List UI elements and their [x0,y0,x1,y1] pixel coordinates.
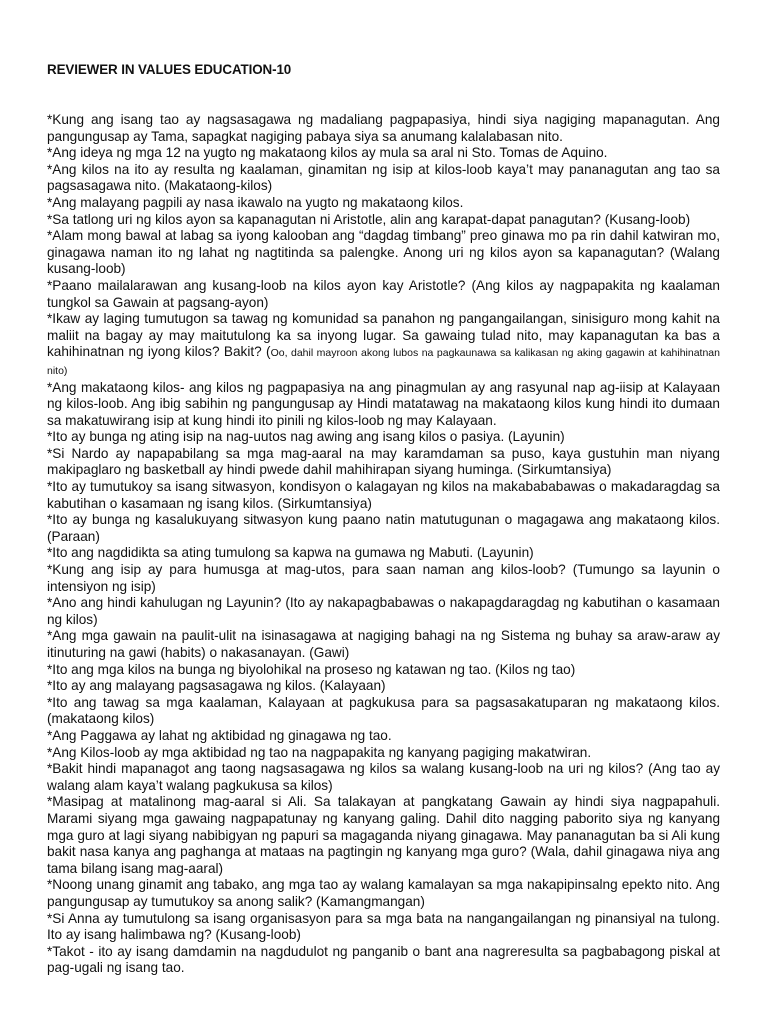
list-item: *Ito ang nagdidikta sa ating tumulong sa kapwa na gumawa ng Mabuti. (Layunin) [47,545,534,561]
list-item: *Kung ang isang tao ay nagsasagawa ng madaliang pagpapasiya, hindi siya nagiging mapanagutan. Ang pangungusap ay Tama, sapagkat nagiging pabaya siya sa anumang kalalabasan nito. [47,112,720,144]
list-item: *Ang malayang pagpili ay nasa ikawalo na yugto ng makataong kilos. [47,194,464,210]
list-item: *Noong unang ginamit ang tabako, ang mga tao ay walang kamalayan sa mga nakapipinsalng epekto nito. Ang pangungusap ay tumutukoy sa anong salik? (Kamangmangan) [47,877,720,909]
list-item: *Ang Kilos-loob ay mga aktibidad ng tao na nagpapakita ng kanyang pagiging makatwiran. [47,744,592,760]
list-item: *Paano mailalarawan ang kusang-loob na kilos ayon kay Aristotle? (Ang kilos ay nagpapakita ng kaalaman tungkol sa Gawain at pagsang-ayon) [47,277,720,310]
list-item: *Bakit hindi mapanagot ang taong nagsasagawa ng kilos sa walang kusang-loob na uri ng kilos? (Ang tao ay walang alam kaya’t walang pagkukusa sa kilos) [47,761,720,793]
list-item: *Ang kilos na ito ay resulta ng kaalaman, ginamitan ng isip at kilos-loob kaya’t may pananagutan ang tao sa pagsasagawa nito. (Makataong-kilos) [47,161,720,194]
list-item-ikaw-main: *Ikaw ay laging tumutugon sa tawag ng komunidad sa panahon ng pangangailangan, sinisiguro mong kahit na maliit na bagay ay may maitutulong ka sa inyong lugar. Sa gawaing tulad nito, may kapanagutan ka bas a kahihinatnan ng iyong kilos? Bakit? ( [47,311,720,360]
list-item: *Ito ay bunga ng ating isip na nag-uutos nag awing ang isang kilos o pasiya. (Layunin) [47,429,565,445]
list-item: *Ito ang mga kilos na bunga ng biyolohikal na proseso ng katawan ng tao. (Kilos ng tao) [47,661,576,677]
list-item: *Ang Paggawa ay lahat ng aktibidad ng ginagawa ng tao. [47,727,392,743]
list-item: *Ito ang tawag sa mga kaalaman, Kalayaan at pagkukusa para sa pagsasakatuparan ng makataong kilos. (makataong kilos) [47,694,720,727]
list-item: *Ito ay ang malayang pagsasagawa ng kilos. (Kalayaan) [47,678,386,694]
list-item: *Ito ay bunga ng kasalukuyang sitwasyon kung paano natin matutugunan o magagawa ang makataong kilos. (Paraan) [47,512,720,544]
list-item: *Ito ay tumutukoy sa isang sitwasyon, kondisyon o kalagayan ng kilos na makabababawas o makadaragdag sa kabutihan o kasamaan ng isang kilos. (Sirkumtansiya) [47,479,720,511]
list-item: *Kung ang isip ay para humusga at mag-utos, para saan naman ang kilos-loob? (Tumungo sa layunin o intensiyon ng isip) [47,562,720,594]
document-title: REVIEWER IN VALUES EDUCATION-10 [47,62,292,77]
list-item-ikaw [47,311,720,379]
list-item: *Ang makataong kilos- ang kilos ng pagpapasiya na ang pinagmulan ay ang rasyunal nap ag-iisip at Kalayaan ng kilos-loob. Ang ibig sabihin ng pangungusap ay Hindi matatawag na makataong kilos kung hindi ito dumaan sa makatuwirang isip at kung hindi ito pinili ng kilos-loob ng may Kalayaan. [47,379,720,428]
list-item-ikaw-answer: Oo, dahil mayroon akong lubos na pagkaunawa sa kalikasan ng aking gagawin at kahihinatnan nito) [47,347,720,377]
list-item: *Si Anna ay tumutulong sa isang organisasyon para sa mga bata na nangangailangan ng pinansiyal na tulong. Ito ay isang halimbawa ng? (Kusang-loob) [47,910,720,943]
list-item: *Takot - ito ay isang damdamin na nagdudulot ng panganib o bant ana nagreresulta sa pagbabagong piskal at pag-ugali ng isang tao. [47,943,720,976]
list-item: *Sa tatlong uri ng kilos ayon sa kapanagutan ni Aristotle, alin ang karapat-dapat panagutan? (Kusang-loob) [47,211,691,227]
reviewer-items [47,112,720,977]
list-item: *Si Nardo ay napapabilang sa mga mag-aaral na may karamdaman sa puso, kaya gustuhin man niyang makipaglaro ng basketball ay hindi pwede dahil mahihirapan siyang huminga. (Sirkumtansiya) [47,445,720,478]
list-item: *Ano ang hindi kahulugan ng Layunin? (Ito ay nakapagbabawas o nakapagdaragdag ng kabutihan o kasamaan ng kilos) [47,595,720,627]
list-item: *Ang ideya ng mga 12 na yugto ng makataong kilos ay mula sa aral ni Sto. Tomas de Aquino. [47,145,608,161]
list-item: *Masipag at matalinong mag-aaral si Ali. Sa talakayan at pangkatang Gawain ay hindi siya nagpapahuli. Marami siyang mga gawaing nagpapatunay ng kanyang galing. Dahil dito nagging paborito siya ng kanyang mga guro at lagi siyang nabibigyan ng papuri sa magaganda niyang ginagawa. May pananagutan ba si Ali kung bakit nasa kanya ang paghanga at mataas na pagtingin ng kanyang mga guro? (Wala, dahil ginagawa niya ang tama bilang isang mag-aaral) [47,794,720,876]
list-item: *Ang mga gawain na paulit-ulit na isinasagawa at nagiging bahagi na ng Sistema ng buhay sa araw-araw ay itinuturing na gawi (habits) o nakasanayan. (Gawi) [47,628,720,660]
list-item: *Alam mong bawal at labag sa iyong kalooban ang “dagdag timbang” preo ginawa mo pa rin dahil katwiran mo, ginagawa naman ito ng lahat ng nagtitinda sa palengke. Anong uri ng kilos ayon sa kapanagutan? (Walang kusang-loob) [47,228,720,277]
